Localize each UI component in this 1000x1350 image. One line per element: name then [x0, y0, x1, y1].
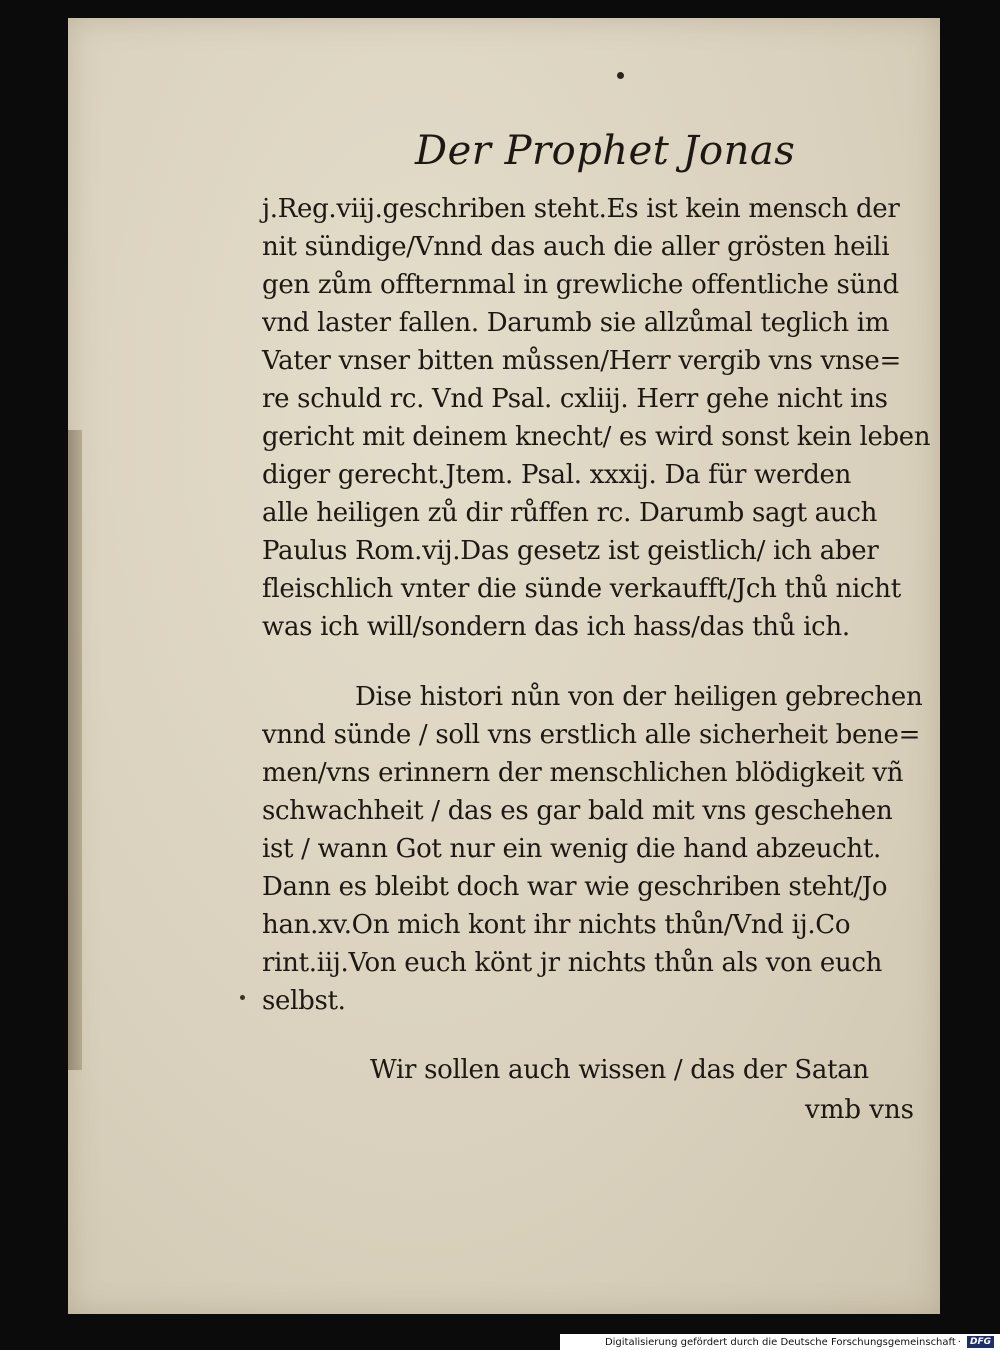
- text-line: Dise histori nůn von der heiligen gebrechen: [355, 682, 923, 712]
- footer-text: Digitalisierung gefördert durch die Deutsche Forschungsgemeinschaft: [604, 1336, 956, 1348]
- page-marker-dot: [617, 72, 624, 79]
- text-line: nit sündige/Vnnd das auch die aller grösten heili: [262, 232, 890, 262]
- catchword: vmb vns: [805, 1095, 915, 1125]
- text-line: gericht mit deinem knecht/ es wird sonst kein leben: [262, 422, 931, 452]
- margin-mark: [240, 995, 245, 1000]
- binding-shadow: [68, 430, 82, 1070]
- text-line: Wir sollen auch wissen / das der Satan: [370, 1055, 869, 1085]
- text-line: fleischlich vnter die sünde verkaufft/Jch thů nicht: [262, 574, 901, 604]
- text-line: han.xv.On mich kont ihr nichts thůn/Vnd ij.Co: [262, 910, 851, 940]
- text-line: Vater vnser bitten můssen/Herr vergib vns vnse=: [262, 346, 901, 376]
- text-line: Dann es bleibt doch war wie geschriben steht/Jo: [262, 872, 888, 902]
- text-line: selbst.: [262, 986, 346, 1016]
- footer-separator: ·: [957, 1336, 961, 1348]
- text-line: was ich will/sondern das ich hass/das thů ich.: [262, 612, 850, 642]
- text-line: vnnd sünde / soll vns erstlich alle sicherheit bene=: [262, 720, 921, 750]
- text-line: j.Reg.viij.geschriben steht.Es ist kein mensch der: [262, 194, 900, 224]
- text-line: gen zům offternmal in grewliche offentliche sünd: [262, 270, 899, 300]
- text-line: ist / wann Got nur ein wenig die hand abzeucht.: [262, 834, 881, 864]
- text-line: re schuld rc. Vnd Psal. cxliij. Herr gehe nicht ins: [262, 384, 888, 414]
- page-title: Der Prophet Jonas: [415, 128, 796, 174]
- text-line: alle heiligen zů dir růffen rc. Darumb sagt auch: [262, 498, 878, 528]
- text-line: schwachheit / das es gar bald mit vns geschehen: [262, 796, 893, 826]
- dfg-logo: DFG: [967, 1336, 994, 1348]
- text-line: men/vns erinnern der menschlichen blödigkeit vñ: [262, 758, 904, 788]
- text-line: Paulus Rom.vij.Das gesetz ist geistlich/ ich aber: [262, 536, 879, 566]
- text-line: vnd laster fallen. Darumb sie allzůmal teglich im: [262, 308, 890, 338]
- digitization-footer: [560, 1334, 1000, 1350]
- text-line: diger gerecht.Jtem. Psal. xxxij. Da für werden: [262, 460, 852, 490]
- text-line: rint.iij.Von euch könt jr nichts thůn als von euch: [262, 948, 883, 978]
